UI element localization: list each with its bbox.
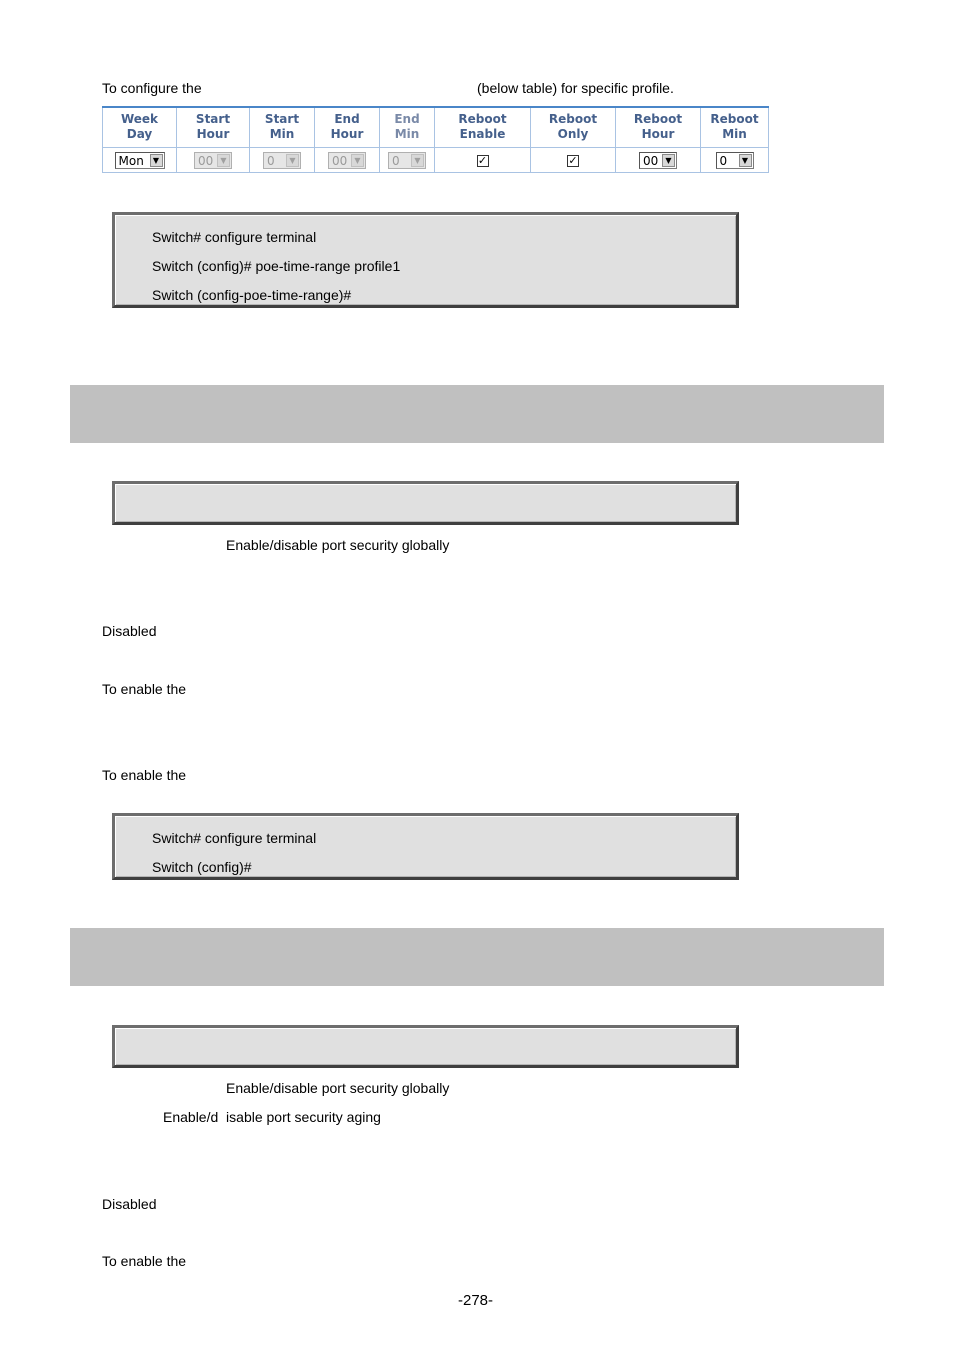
header-reboot-min: Reboot Min <box>701 107 769 147</box>
end-min-value: 0 <box>392 153 400 168</box>
header-week-day: Week Day <box>103 107 177 147</box>
syntax-box <box>112 1025 739 1068</box>
table-row <box>103 147 769 172</box>
start-min-select <box>263 152 301 169</box>
header-reboot-enable: Reboot Enable <box>435 107 531 147</box>
command-line: Switch (config-poe-time-range)# <box>152 287 352 303</box>
intro-text-left: To configure the <box>102 80 202 96</box>
chevron-down-icon: ▼ <box>411 154 424 167</box>
chevron-down-icon: ▼ <box>150 154 163 167</box>
start-hour-value: 00 <box>198 153 214 168</box>
end-min-select <box>388 152 426 169</box>
command-line: Switch# configure terminal <box>152 229 317 245</box>
chevron-down-icon: ▼ <box>739 154 752 167</box>
default-value: Disabled <box>102 1196 157 1212</box>
reboot-only-checkbox[interactable]: ✓ <box>568 155 578 168</box>
parameter-description: Enable/disable port security globally <box>226 537 450 553</box>
reboot-min-select[interactable] <box>716 152 754 169</box>
header-end-hour: End Hour <box>315 107 380 147</box>
end-hour-value: 00 <box>332 153 348 168</box>
chevron-down-icon: ▼ <box>286 154 299 167</box>
command-line: Switch (config)# poe-time-range profile1 <box>152 258 401 274</box>
example-command-box <box>112 813 739 880</box>
parameter-description: Enable/d isable port security aging <box>163 1109 381 1125</box>
section-heading-band <box>70 928 884 986</box>
start-min-value: 0 <box>267 153 275 168</box>
week-day-select[interactable] <box>115 152 165 169</box>
header-start-min: Start Min <box>250 107 315 147</box>
poe-time-range-table <box>102 106 769 173</box>
mode-description: To enable the <box>102 1253 187 1269</box>
reboot-enable-checkbox[interactable]: ✓ <box>477 155 488 168</box>
header-end-min: End Min <box>380 107 435 147</box>
command-line: Switch (config)# <box>152 859 252 875</box>
header-reboot-hour: Reboot Hour <box>616 107 701 147</box>
chevron-down-icon: ▼ <box>351 154 364 167</box>
usage-description: To enable the <box>102 767 187 783</box>
intro-text-right: (below table) for specific profile. <box>477 80 674 96</box>
command-line: Switch# configure terminal <box>152 830 317 846</box>
header-reboot-only: Reboot Only <box>531 107 616 147</box>
example-command-box <box>112 212 739 308</box>
chevron-down-icon: ▼ <box>662 154 675 167</box>
chevron-down-icon: ▼ <box>217 154 230 167</box>
reboot-hour-value: 00 <box>643 153 659 168</box>
page-number: -278- <box>458 1292 494 1309</box>
header-start-hour: Start Hour <box>177 107 250 147</box>
end-hour-select <box>328 152 366 169</box>
table-header-row <box>103 107 769 147</box>
section-heading-band <box>70 385 884 443</box>
default-value: Disabled <box>102 623 157 639</box>
parameter-description: Enable/disable port security globally <box>226 1080 450 1096</box>
start-hour-select <box>194 152 232 169</box>
week-day-value: Mon <box>118 153 144 168</box>
mode-description: To enable the <box>102 681 187 697</box>
reboot-hour-select[interactable] <box>639 152 677 169</box>
reboot-min-value: 0 <box>719 153 728 168</box>
syntax-box <box>112 481 739 525</box>
